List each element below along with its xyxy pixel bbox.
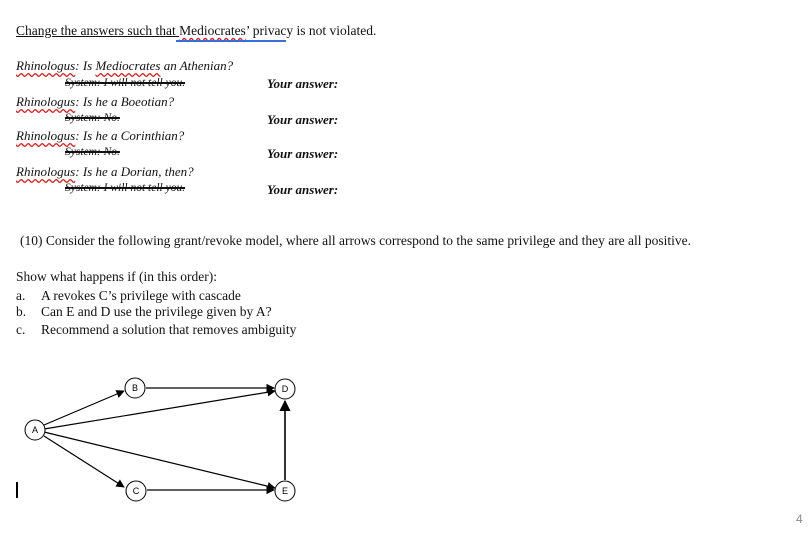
question-text-end: an Athenian? <box>160 58 234 73</box>
node-d <box>275 379 295 399</box>
dialogue-question-4 <box>16 164 194 180</box>
question-text: Is he a Boeotian? <box>79 94 175 109</box>
show-line: Show what happens if (in this order): <box>16 269 217 284</box>
node-e-label: E <box>281 486 289 496</box>
answer-label-1: Your answer: <box>267 76 339 91</box>
speaker-colon: : <box>75 94 80 109</box>
task-marker: b. <box>16 304 27 319</box>
node-c-label: C <box>132 486 140 496</box>
dialogue-question-3 <box>16 128 184 144</box>
dialogue-question-1 <box>16 58 233 74</box>
instruction-prefix: Change the answers such <box>16 23 156 38</box>
node-b-label: B <box>131 383 139 393</box>
question-name: Mediocrates <box>95 58 161 73</box>
instruction-name: Mediocrates <box>179 23 246 38</box>
answer-label-2: Your answer: <box>267 112 339 127</box>
page-number: 4 <box>796 512 803 526</box>
question-10: (10) Consider the following grant/revoke model, where all arrows correspond to the same privilege and they are all positive. <box>20 233 692 248</box>
answer-label-4: Your answer: <box>267 182 339 197</box>
system-response-1: System: I will not tell you. <box>65 77 186 89</box>
node-a <box>25 420 45 440</box>
system-response-4: System: I will not tell you. <box>65 182 186 194</box>
edge-a-c <box>44 436 124 487</box>
question-text: Is he a Dorian, then? <box>79 164 194 179</box>
grammar-underline <box>176 40 286 42</box>
speaker-name: Rhinologus <box>16 58 76 73</box>
dialogue-question-2 <box>16 94 174 110</box>
node-e <box>275 481 295 501</box>
node-a-label: A <box>31 425 39 435</box>
task-b <box>16 304 272 320</box>
task-c <box>16 322 296 338</box>
text-cursor[interactable] <box>16 482 18 498</box>
edge-a-b <box>44 391 124 425</box>
speaker-colon: : <box>75 58 80 73</box>
node-d-label: D <box>281 384 289 394</box>
task-text: Can E and D use the privilege given by A? <box>41 304 272 319</box>
task-text: A revokes C’s privilege with cascade <box>41 288 241 303</box>
question-text: Is he a Corinthian? <box>79 128 185 143</box>
task-a <box>16 288 241 304</box>
speaker-name: Rhinologus <box>16 94 76 109</box>
task-marker: a. <box>16 288 26 303</box>
speaker-colon: : <box>75 128 80 143</box>
system-response-2: System: No. <box>65 112 120 124</box>
speaker-name: Rhinologus <box>16 128 76 143</box>
speaker-name: Rhinologus <box>16 164 76 179</box>
edge-a-e <box>44 432 275 488</box>
speaker-colon: : <box>75 164 80 179</box>
system-response-3: System: No. <box>65 146 120 158</box>
instruction-that: that <box>155 23 180 38</box>
node-b <box>125 378 145 398</box>
instruction-line <box>16 23 376 39</box>
instruction-suffix: ’ privacy is not violated. <box>245 23 377 38</box>
task-text: Recommend a solution that removes ambiguity <box>41 322 297 337</box>
grant-revoke-graph <box>8 370 308 510</box>
node-c <box>126 481 146 501</box>
task-marker: c. <box>16 322 26 337</box>
question-text: Is <box>79 58 96 73</box>
answer-label-3: Your answer: <box>267 146 339 161</box>
